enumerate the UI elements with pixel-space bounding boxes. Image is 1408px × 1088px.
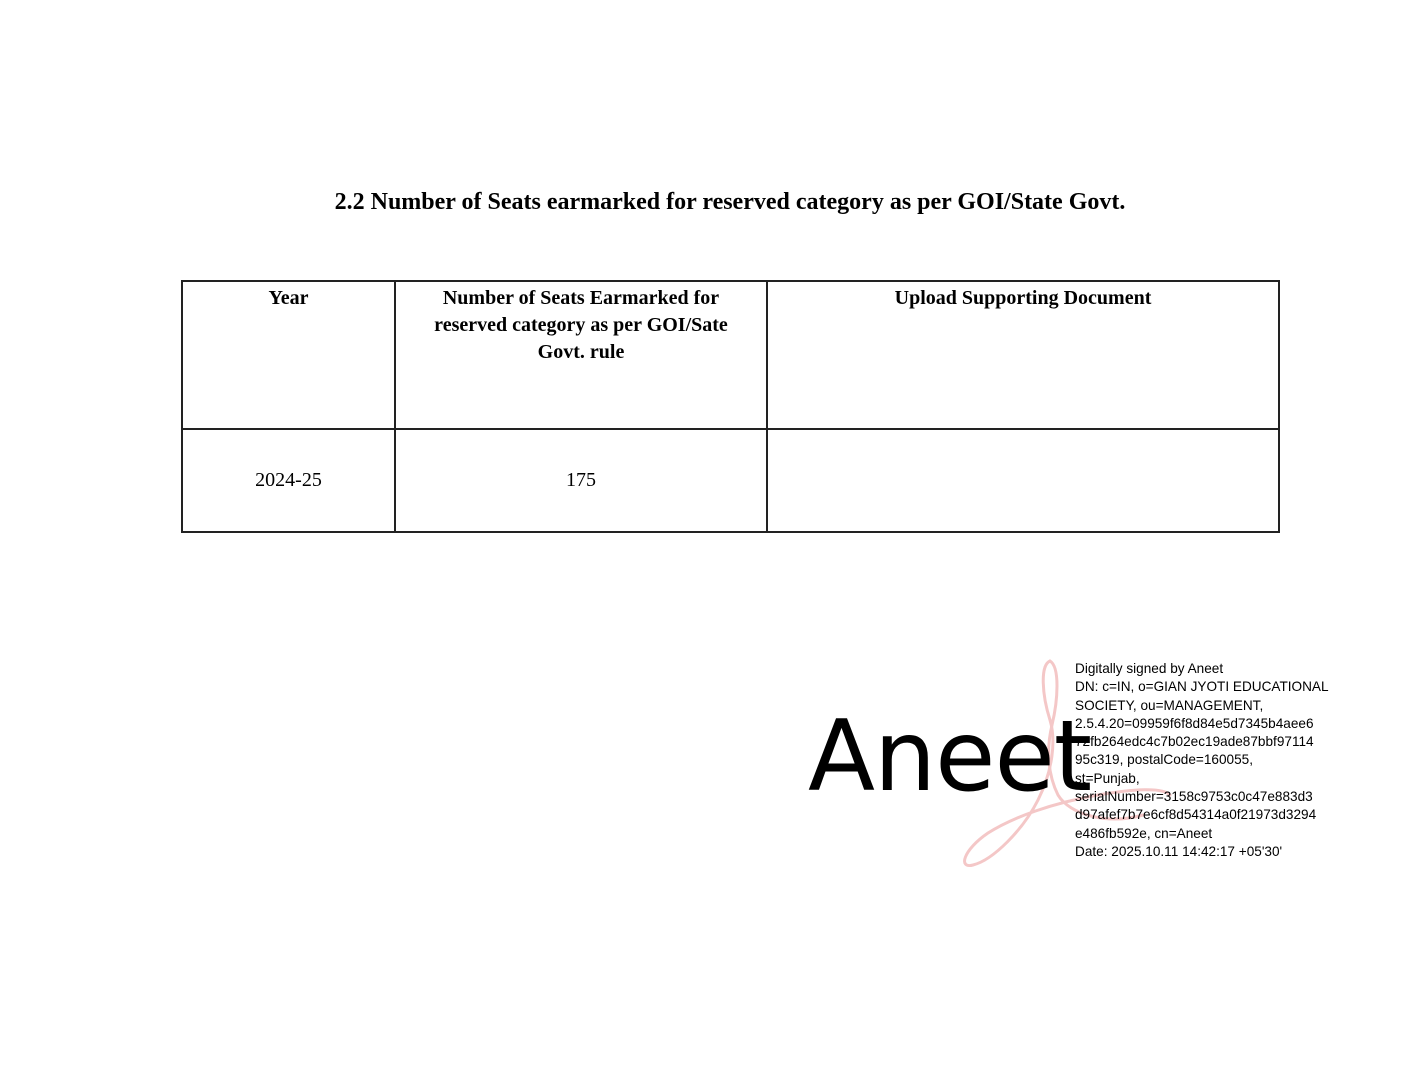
signature-detail-line: st=Punjab, bbox=[1075, 770, 1140, 786]
signature-detail-line: e486fb592e, cn=Aneet bbox=[1075, 825, 1213, 841]
signature-detail-line: d97afef7b7e6cf8d54314a0f21973d3294 bbox=[1075, 807, 1317, 823]
signature-detail-line: 72fb264edc4c7b02ec19ade87bbf97114 bbox=[1075, 734, 1314, 750]
header-upload-document: Upload Supporting Document bbox=[767, 281, 1279, 429]
table-header-row bbox=[182, 281, 1279, 429]
signature-detail-line: 2.5.4.20=09959f6f8d84e5d7345b4aee6 bbox=[1075, 715, 1314, 731]
signature-detail-line: 95c319, postalCode=160055, bbox=[1075, 752, 1253, 768]
cell-year: 2024-25 bbox=[182, 429, 395, 532]
signature-detail-line: Digitally signed by Aneet bbox=[1075, 661, 1224, 676]
digital-signature-details bbox=[1075, 660, 1329, 861]
header-year: Year bbox=[182, 281, 395, 429]
header-seats-earmarked: Number of Seats Earmarked for reserved category as per GOI/Sate Govt. rule bbox=[395, 281, 767, 429]
document-title: 2.2 Number of Seats earmarked for reserved category as per GOI/State Govt. bbox=[334, 189, 1126, 215]
cell-document bbox=[767, 429, 1279, 532]
cell-seats: 175 bbox=[395, 429, 767, 532]
reserved-seats-table bbox=[181, 280, 1280, 533]
signature-detail-line: DN: c=IN, o=GIAN JYOTI EDUCATIONAL bbox=[1075, 679, 1329, 695]
signature-name: Aneet bbox=[808, 700, 1092, 814]
table-row bbox=[182, 429, 1279, 532]
signature-detail-line: serialNumber=3158c9753c0c47e883d3 bbox=[1075, 789, 1313, 805]
signature-detail-line: Date: 2025.10.11 14:42:17 +05'30' bbox=[1075, 843, 1283, 859]
signature-detail-line: SOCIETY, ou=MANAGEMENT, bbox=[1075, 697, 1264, 713]
